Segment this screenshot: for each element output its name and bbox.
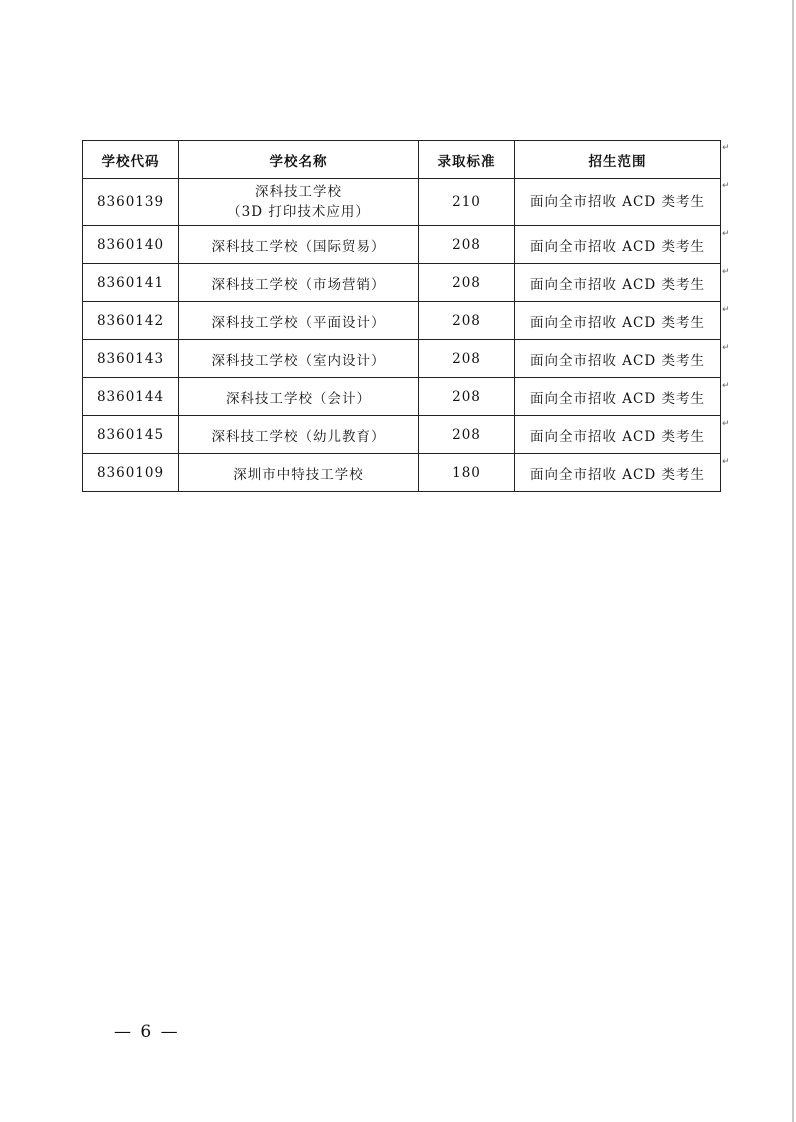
return-arrow-icon: ↵ <box>722 267 730 277</box>
admission-score-cell: 208 <box>419 226 515 264</box>
table-row <box>83 454 721 492</box>
table-row <box>83 340 721 378</box>
admission-score-cell: 208 <box>419 340 515 378</box>
table-row <box>83 179 721 226</box>
table-header-row <box>83 141 721 179</box>
return-arrow-icon: ↵ <box>722 305 730 315</box>
enrollment-scope-cell: 面向全市招收 ACD 类考生 <box>515 416 721 454</box>
header-school-code: 学校代码 <box>83 141 179 179</box>
admission-score-cell: 180 <box>419 454 515 492</box>
enrollment-scope-cell: 面向全市招收 ACD 类考生 <box>515 179 721 226</box>
school-name-cell <box>179 179 419 226</box>
enrollment-scope-cell: 面向全市招收 ACD 类考生 <box>515 378 721 416</box>
page-number: — 6 — <box>114 1022 180 1042</box>
return-arrow-icon: ↵ <box>722 229 730 239</box>
school-name-cell: 深科技工学校（会计） <box>179 378 419 416</box>
table-row <box>83 264 721 302</box>
enrollment-scope-cell: 面向全市招收 ACD 类考生 <box>515 302 721 340</box>
school-code-cell: 8360145 <box>83 416 179 454</box>
school-name-cell: 深科技工学校（室内设计） <box>179 340 419 378</box>
school-code-cell: 8360140 <box>83 226 179 264</box>
enrollment-scope-cell: 面向全市招收 ACD 类考生 <box>515 226 721 264</box>
school-name-line: （3D 打印技术应用） <box>227 204 370 220</box>
table-row <box>83 226 721 264</box>
header-enrollment-scope: 招生范围 <box>515 141 721 179</box>
table-row <box>83 378 721 416</box>
admission-score-cell: 208 <box>419 378 515 416</box>
return-arrow-icon: ↵ <box>722 143 730 153</box>
return-arrow-icon: ↵ <box>722 381 730 391</box>
admission-score-cell: 210 <box>419 179 515 226</box>
header-admission-score: 录取标准 <box>419 141 515 179</box>
admission-score-cell: 208 <box>419 416 515 454</box>
return-arrow-icon: ↵ <box>722 457 730 467</box>
school-code-cell: 8360143 <box>83 340 179 378</box>
school-code-cell: 8360141 <box>83 264 179 302</box>
admission-score-cell: 208 <box>419 302 515 340</box>
admission-table <box>82 140 721 492</box>
admission-score-cell: 208 <box>419 264 515 302</box>
enrollment-scope-cell: 面向全市招收 ACD 类考生 <box>515 454 721 492</box>
school-code-cell: 8360144 <box>83 378 179 416</box>
return-arrow-icon: ↵ <box>722 343 730 353</box>
return-arrow-icon: ↵ <box>722 181 730 191</box>
header-school-name: 学校名称 <box>179 141 419 179</box>
page-edge-shadow <box>792 0 794 1122</box>
enrollment-scope-cell: 面向全市招收 ACD 类考生 <box>515 264 721 302</box>
school-code-cell: 8360139 <box>83 179 179 226</box>
table-row <box>83 302 721 340</box>
enrollment-scope-cell: 面向全市招收 ACD 类考生 <box>515 340 721 378</box>
table-row <box>83 416 721 454</box>
school-code-cell: 8360142 <box>83 302 179 340</box>
school-name-cell: 深圳市中特技工学校 <box>179 454 419 492</box>
school-name-cell: 深科技工学校（市场营销） <box>179 264 419 302</box>
school-name-cell: 深科技工学校（国际贸易） <box>179 226 419 264</box>
school-name-cell: 深科技工学校（幼儿教育） <box>179 416 419 454</box>
return-arrow-icon: ↵ <box>722 419 730 429</box>
school-name-cell: 深科技工学校（平面设计） <box>179 302 419 340</box>
school-name-line: 深科技工学校 <box>255 184 342 200</box>
school-code-cell: 8360109 <box>83 454 179 492</box>
